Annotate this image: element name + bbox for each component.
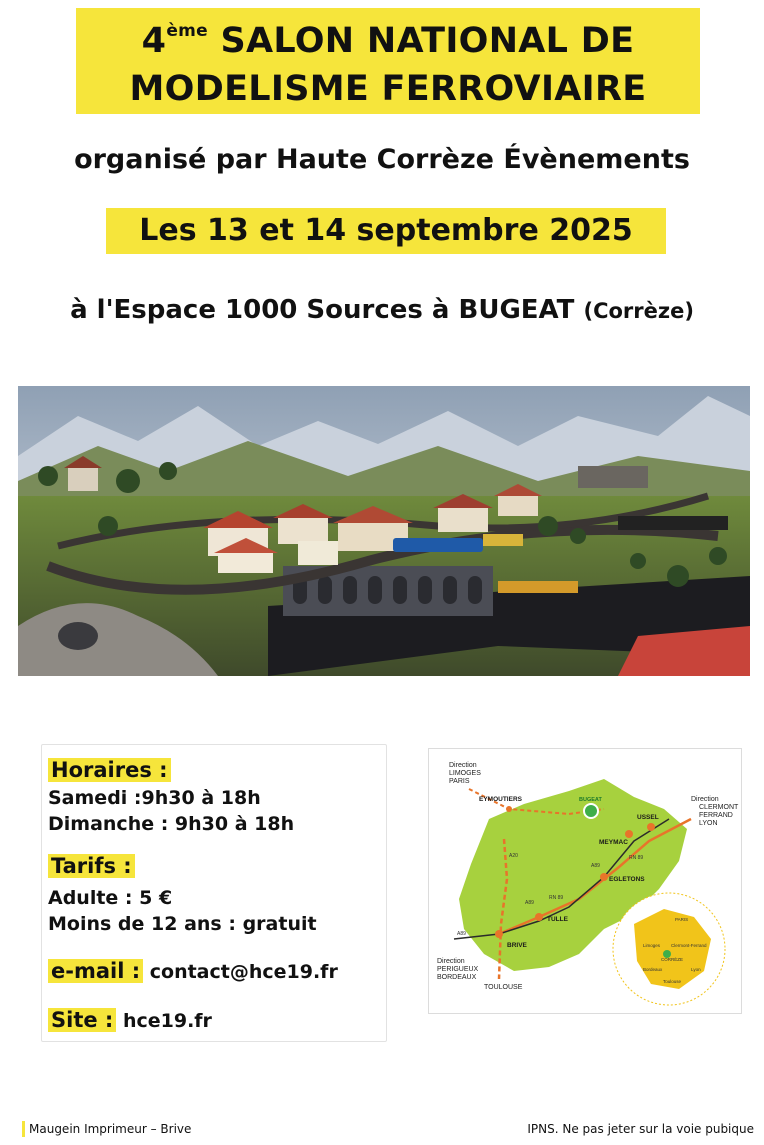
site-url[interactable]: hce19.fr bbox=[122, 1010, 212, 1032]
map-dir-perigueux-3: BORDEAUX bbox=[437, 974, 477, 981]
title-line-1 bbox=[76, 18, 700, 64]
email-label: e-mail : bbox=[48, 959, 143, 983]
venue-line bbox=[0, 290, 764, 331]
printer-credit: Maugein Imprimeur – Brive bbox=[22, 1121, 191, 1137]
map-dir-limoges-3: PARIS bbox=[449, 778, 470, 785]
map-road-label-a89-3: A89 bbox=[525, 900, 534, 906]
map-dir-clermont-4: LYON bbox=[699, 820, 718, 827]
map-dir-clermont-1: Direction bbox=[691, 796, 719, 803]
map-egletons: EGLETONS bbox=[609, 876, 645, 883]
info-box bbox=[41, 744, 387, 1042]
ipns-notice: IPNS. Ne pas jeter sur la voie pubique bbox=[527, 1122, 754, 1136]
dot-egletons bbox=[600, 873, 608, 881]
dot-meymac bbox=[625, 830, 633, 838]
organizer-line: organisé par Haute Corrèze Évènements bbox=[74, 144, 690, 175]
dot-eymoutiers bbox=[506, 806, 512, 812]
inset-lyon: Lyon bbox=[691, 967, 701, 972]
title-banner bbox=[76, 8, 700, 114]
horaires-dimanche: Dimanche : 9h30 à 18h bbox=[48, 813, 295, 835]
map-dir-limoges-2: LIMOGES bbox=[449, 770, 481, 777]
inset-france-map bbox=[613, 893, 725, 1005]
map-dir-clermont-3: FERRAND bbox=[699, 812, 733, 819]
map-dir-perigueux-1: Direction bbox=[437, 958, 465, 965]
email-address[interactable]: contact@hce19.fr bbox=[149, 961, 338, 983]
inset-clermont: Clermont-Ferrand bbox=[671, 943, 707, 948]
map-bugeat: BUGEAT bbox=[579, 797, 602, 803]
map-dir-clermont-2: CLERMONT bbox=[699, 804, 739, 811]
inset-paris: PARIS bbox=[675, 917, 689, 922]
map-dir-perigueux-2: PERIGUEUX bbox=[437, 966, 479, 973]
tarif-adulte: Adulte : 5 € bbox=[48, 887, 173, 909]
map-toulouse: TOULOUSE bbox=[484, 984, 523, 991]
tarifs-label: Tarifs : bbox=[48, 854, 135, 878]
map-road-label-rn89: RN 89 bbox=[629, 855, 644, 861]
map-road-label-rn89-west: A89 bbox=[457, 931, 466, 937]
bugeat-marker bbox=[584, 804, 598, 818]
dot-brive bbox=[495, 930, 503, 938]
map-brive: BRIVE bbox=[507, 942, 527, 949]
title-line-2: MODELISME FERROVIAIRE bbox=[129, 69, 647, 109]
dot-ussel bbox=[647, 823, 655, 831]
venue-region: (Corrèze) bbox=[583, 299, 694, 323]
title-ordinal-suffix: ème bbox=[166, 21, 209, 41]
inset-correze: CORRÈZE bbox=[661, 957, 684, 962]
map-meymac: MEYMAC bbox=[599, 839, 628, 846]
title-ordinal-number: 4 bbox=[141, 21, 167, 61]
horaires-samedi: Samedi :9h30 à 18h bbox=[48, 787, 261, 809]
event-dates: Les 13 et 14 septembre 2025 bbox=[106, 208, 666, 254]
map-tulle: TULLE bbox=[547, 916, 568, 923]
inset-bordeaux: Bordeaux bbox=[643, 967, 663, 972]
dot-tulle bbox=[535, 913, 543, 921]
inset-toulouse: Toulouse bbox=[663, 979, 682, 984]
venue-main: à l'Espace 1000 Sources à BUGEAT bbox=[70, 295, 575, 325]
map-road-label-a89-1: RN 89 bbox=[549, 895, 564, 901]
tarif-moins-12: Moins de 12 ans : gratuit bbox=[48, 913, 317, 935]
location-map bbox=[428, 748, 742, 1014]
map-dir-limoges-1: Direction bbox=[449, 762, 477, 769]
map-road-label-a20: A20 bbox=[509, 853, 518, 859]
map-eymoutiers: EYMOUTIERS bbox=[479, 796, 522, 803]
site-label: Site : bbox=[48, 1008, 116, 1032]
model-railway-photo bbox=[18, 386, 750, 676]
horaires-label: Horaires : bbox=[48, 758, 171, 782]
map-road-label-a89-2: A89 bbox=[591, 863, 600, 869]
inset-limoges: Limoges bbox=[643, 943, 661, 948]
map-ussel: USSEL bbox=[637, 814, 659, 821]
title-line-1-text: SALON NATIONAL DE bbox=[208, 21, 635, 61]
